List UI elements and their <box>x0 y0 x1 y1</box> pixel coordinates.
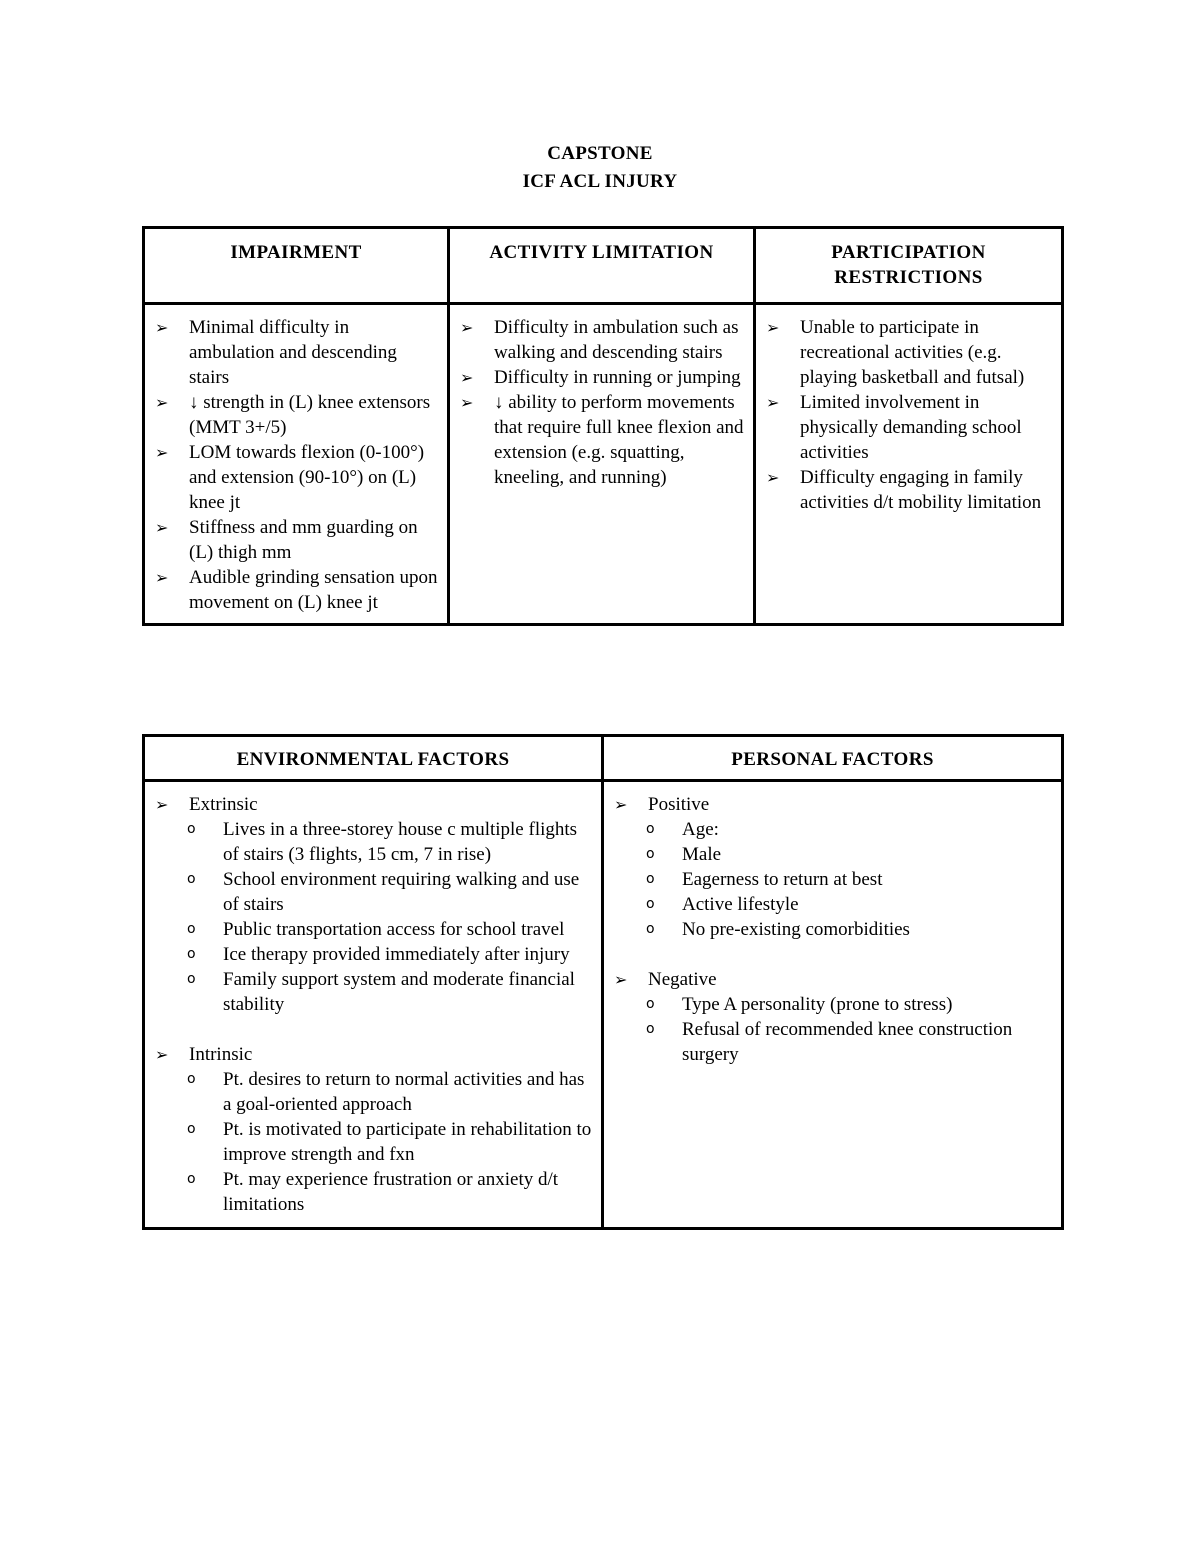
impairment-cell <box>144 304 449 625</box>
list-item <box>646 892 1053 917</box>
circle-bullet-icon: o <box>187 971 196 987</box>
list-item <box>646 842 1053 867</box>
arrow-bullet-icon: ➢ <box>766 318 780 337</box>
list-item <box>155 515 439 565</box>
environmental-extrinsic-group <box>153 792 593 1017</box>
list-item-text: Family support system and moderate financial stability <box>223 969 575 1015</box>
list-item <box>646 1017 1053 1067</box>
list-item-text: Pt. is motivated to participate in rehabilitation to improve strength and fxn <box>223 1119 592 1165</box>
circle-bullet-icon: o <box>187 1171 196 1187</box>
list-item-text: Minimal difficulty in ambulation and descending stairs <box>189 317 397 388</box>
arrow-bullet-icon: ➢ <box>460 393 474 412</box>
personal-factors-cell <box>603 781 1063 1229</box>
list-item-text: Pt. desires to return to normal activities and has a goal-oriented approach <box>223 1069 585 1115</box>
list-item-text: Active lifestyle <box>682 894 799 915</box>
list-item-text: Type A personality (prone to stress) <box>682 994 953 1015</box>
table1-body-row <box>144 304 1063 625</box>
list-item-text: Eagerness to return at best <box>682 869 883 890</box>
list-item <box>460 390 745 490</box>
list-item <box>187 1117 593 1167</box>
arrow-bullet-icon: ➢ <box>155 1045 169 1064</box>
table2-header-row <box>144 736 1063 781</box>
header-impairment: IMPAIRMENT <box>144 228 449 304</box>
list-item-text: Male <box>682 844 722 865</box>
header-personal-factors: PERSONAL FACTORS <box>603 736 1063 781</box>
list-item-text: Stiffness and mm guarding on (L) thigh mm <box>189 517 418 563</box>
circle-bullet-icon: o <box>646 821 655 837</box>
table2-body-row <box>144 781 1063 1229</box>
list-item <box>766 465 1053 515</box>
negative-label: Negative <box>648 969 717 990</box>
title-line-capstone: CAPSTONE <box>547 143 653 164</box>
positive-list <box>612 817 1053 942</box>
intrinsic-label: Intrinsic <box>189 1044 253 1065</box>
circle-bullet-icon: o <box>187 946 196 962</box>
arrow-bullet-icon: ➢ <box>155 443 169 462</box>
participation-restrictions-cell <box>755 304 1063 625</box>
list-item-text: ↓ ability to perform movements that require full knee flexion and extension (e.g. squatting, kneeling, and running) <box>494 392 744 488</box>
circle-bullet-icon: o <box>187 921 196 937</box>
list-item-text: Difficulty engaging in family activities d/t mobility limitation <box>800 467 1042 513</box>
list-item <box>155 565 439 615</box>
list-item <box>155 440 439 515</box>
list-item <box>187 967 593 1017</box>
list-item <box>614 967 1053 1067</box>
list-item <box>187 1167 593 1217</box>
list-item <box>155 390 439 440</box>
list-item-text: Limited involvement in physically demanding school activities <box>800 392 1022 463</box>
list-item <box>614 792 1053 942</box>
circle-bullet-icon: o <box>646 996 655 1012</box>
arrow-bullet-icon: ➢ <box>155 393 169 412</box>
environmental-intrinsic-group <box>153 1042 593 1217</box>
list-item <box>766 315 1053 390</box>
list-item <box>187 1067 593 1117</box>
group-spacer <box>612 942 1053 967</box>
personal-positive-group <box>612 792 1053 942</box>
circle-bullet-icon: o <box>187 871 196 887</box>
arrow-bullet-icon: ➢ <box>155 795 169 814</box>
circle-bullet-icon: o <box>646 1021 655 1037</box>
list-item-text: Lives in a three-storey house c multiple flights of stairs (3 flights, 15 cm, 7 in rise) <box>223 819 578 865</box>
list-item-text: Difficulty in running or jumping <box>494 367 741 388</box>
list-item-text: Pt. may experience frustration or anxiety d/t limitations <box>223 1169 559 1215</box>
arrow-bullet-icon: ➢ <box>614 970 628 989</box>
group-spacer <box>153 1017 593 1042</box>
title-line-icf-acl-injury: ICF ACL INJURY <box>522 171 678 192</box>
arrow-bullet-icon: ➢ <box>460 318 474 337</box>
list-item <box>187 817 593 867</box>
list-item <box>646 992 1053 1017</box>
list-item-text: School environment requiring walking and use of stairs <box>223 869 580 915</box>
icf-table-impairment-activity-participation <box>142 226 1064 626</box>
list-item <box>187 917 593 942</box>
negative-list <box>612 992 1053 1067</box>
circle-bullet-icon: o <box>187 821 196 837</box>
list-item <box>646 867 1053 892</box>
arrow-bullet-icon: ➢ <box>614 795 628 814</box>
header-participation-restrictions: PARTICIPATION RESTRICTIONS <box>755 228 1063 304</box>
header-environmental-factors: ENVIRONMENTAL FACTORS <box>144 736 603 781</box>
arrow-bullet-icon: ➢ <box>766 468 780 487</box>
arrow-bullet-icon: ➢ <box>155 568 169 587</box>
circle-bullet-icon: o <box>646 921 655 937</box>
list-item <box>187 867 593 917</box>
list-item <box>155 792 593 1017</box>
extrinsic-list <box>153 817 593 1017</box>
list-item <box>646 917 1053 942</box>
circle-bullet-icon: o <box>646 846 655 862</box>
list-item-text: Audible grinding sensation upon movement on (L) knee jt <box>189 567 438 613</box>
list-item-text: LOM towards flexion (0-100°) and extension (90-10°) on (L) knee jt <box>189 442 425 513</box>
list-item-text: Difficulty in ambulation such as walking and descending stairs <box>494 317 739 363</box>
intrinsic-list <box>153 1067 593 1217</box>
header-activity-limitation: ACTIVITY LIMITATION <box>449 228 755 304</box>
participation-restrictions-list <box>764 315 1053 515</box>
table1-header-row <box>144 228 1063 304</box>
circle-bullet-icon: o <box>187 1071 196 1087</box>
activity-limitation-list <box>458 315 745 490</box>
circle-bullet-icon: o <box>646 896 655 912</box>
list-item-text: No pre-existing comorbidities <box>682 919 910 940</box>
document-title <box>0 140 1200 196</box>
activity-limitation-cell <box>449 304 755 625</box>
circle-bullet-icon: o <box>646 871 655 887</box>
list-item <box>187 942 593 967</box>
circle-bullet-icon: o <box>187 1121 196 1137</box>
extrinsic-label: Extrinsic <box>189 794 258 815</box>
list-item-text: Age: <box>682 819 719 840</box>
impairment-list <box>153 315 439 615</box>
arrow-bullet-icon: ➢ <box>155 518 169 537</box>
personal-negative-group <box>612 967 1053 1067</box>
list-item <box>766 390 1053 465</box>
arrow-bullet-icon: ➢ <box>460 368 474 387</box>
list-item <box>155 315 439 390</box>
list-item <box>155 1042 593 1217</box>
list-item-text: Unable to participate in recreational activities (e.g. playing basketball and futsal) <box>800 317 1025 388</box>
icf-table-contextual-factors <box>142 734 1064 1230</box>
environmental-factors-cell <box>144 781 603 1229</box>
list-item-text: Ice therapy provided immediately after injury <box>223 944 570 965</box>
list-item <box>646 817 1053 842</box>
list-item-text: Refusal of recommended knee construction surgery <box>682 1019 1013 1065</box>
arrow-bullet-icon: ➢ <box>766 393 780 412</box>
list-item <box>460 315 745 365</box>
list-item <box>460 365 745 390</box>
positive-label: Positive <box>648 794 710 815</box>
arrow-bullet-icon: ➢ <box>155 318 169 337</box>
list-item-text: ↓ strength in (L) knee extensors (MMT 3+/5) <box>189 392 431 438</box>
list-item-text: Public transportation access for school travel <box>223 919 565 940</box>
